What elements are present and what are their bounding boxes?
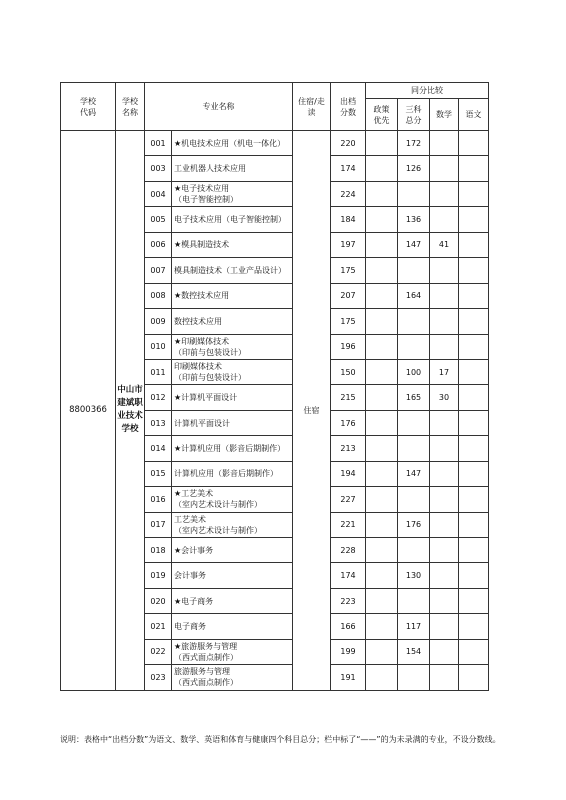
chinese-cell — [459, 181, 489, 206]
admission-score-table — [60, 82, 489, 691]
major-code: 014 — [145, 436, 172, 461]
major-name: ★模具制造技术 — [172, 232, 293, 257]
table-body — [61, 131, 489, 691]
math-cell — [430, 487, 459, 512]
major-name: 工艺美术 （室内艺术设计与制作） — [172, 512, 293, 537]
header-math: 数学 — [430, 99, 459, 131]
footnote: 说明：表格中“出档分数”为语文、数学、英语和体育与健康四个科目总分；栏中标了“——”的为未录满的专业，不设分数线。 — [60, 735, 501, 744]
policy-cell — [366, 334, 398, 359]
major-name: 数控技术应用 — [172, 309, 293, 334]
chinese-cell — [459, 563, 489, 588]
score-cell: 184 — [331, 207, 366, 232]
header-score: 出档 分数 — [331, 83, 366, 131]
math-cell — [430, 436, 459, 461]
major-name: ★电子商务 — [172, 588, 293, 613]
three-total-cell — [398, 588, 430, 613]
major-code: 004 — [145, 181, 172, 206]
math-cell — [430, 410, 459, 435]
chinese-cell — [459, 359, 489, 384]
major-code: 010 — [145, 334, 172, 359]
score-cell: 150 — [331, 359, 366, 384]
major-name: ★机电技术应用（机电一体化） — [172, 131, 293, 156]
chinese-cell — [459, 283, 489, 308]
major-code: 005 — [145, 207, 172, 232]
major-name: 电子商务 — [172, 614, 293, 639]
major-name: 印刷媒体技术 （印前与包装设计） — [172, 359, 293, 384]
three-total-cell: 100 — [398, 359, 430, 384]
score-cell: 221 — [331, 512, 366, 537]
math-cell — [430, 131, 459, 156]
major-name: 工业机器人技术应用 — [172, 156, 293, 181]
major-name: 旅游服务与管理 （西式面点制作） — [172, 665, 293, 690]
chinese-cell — [459, 207, 489, 232]
chinese-cell — [459, 385, 489, 410]
header-compare: 同分比较 — [366, 83, 489, 99]
major-name: 计算机应用（影音后期制作） — [172, 461, 293, 486]
chinese-cell — [459, 588, 489, 613]
major-code: 018 — [145, 538, 172, 563]
major-name: 电子技术应用（电子智能控制） — [172, 207, 293, 232]
chinese-cell — [459, 258, 489, 283]
chinese-cell — [459, 334, 489, 359]
math-cell — [430, 588, 459, 613]
score-cell: 196 — [331, 334, 366, 359]
three-total-cell: 176 — [398, 512, 430, 537]
three-total-cell — [398, 334, 430, 359]
major-code: 009 — [145, 309, 172, 334]
board-type: 住宿 — [293, 131, 331, 691]
policy-cell — [366, 283, 398, 308]
chinese-cell — [459, 639, 489, 664]
major-code: 001 — [145, 131, 172, 156]
score-cell: 191 — [331, 665, 366, 690]
table-row — [61, 131, 489, 156]
math-cell — [430, 614, 459, 639]
three-total-cell: 172 — [398, 131, 430, 156]
major-name: ★印刷媒体技术 （印前与包装设计） — [172, 334, 293, 359]
score-cell: 220 — [331, 131, 366, 156]
policy-cell — [366, 131, 398, 156]
policy-cell — [366, 461, 398, 486]
policy-cell — [366, 309, 398, 334]
policy-cell — [366, 181, 398, 206]
header-school-name: 学校 名称 — [116, 83, 145, 131]
policy-cell — [366, 359, 398, 384]
score-cell: 199 — [331, 639, 366, 664]
header-board: 住宿/走 读 — [293, 83, 331, 131]
score-cell: 215 — [331, 385, 366, 410]
three-total-cell — [398, 309, 430, 334]
score-cell: 174 — [331, 156, 366, 181]
major-code: 013 — [145, 410, 172, 435]
policy-cell — [366, 665, 398, 690]
header-policy: 政策 优先 — [366, 99, 398, 131]
policy-cell — [366, 639, 398, 664]
score-cell: 227 — [331, 487, 366, 512]
score-cell: 175 — [331, 258, 366, 283]
major-name: ★计算机应用（影音后期制作） — [172, 436, 293, 461]
three-total-cell: 147 — [398, 461, 430, 486]
policy-cell — [366, 156, 398, 181]
score-cell: 197 — [331, 232, 366, 257]
three-total-cell — [398, 538, 430, 563]
major-code: 019 — [145, 563, 172, 588]
policy-cell — [366, 487, 398, 512]
three-total-cell: 154 — [398, 639, 430, 664]
math-cell — [430, 207, 459, 232]
policy-cell — [366, 385, 398, 410]
chinese-cell — [459, 131, 489, 156]
math-cell — [430, 156, 459, 181]
major-name: ★工艺美术 （室内艺术设计与制作） — [172, 487, 293, 512]
major-code: 015 — [145, 461, 172, 486]
policy-cell — [366, 512, 398, 537]
chinese-cell — [459, 309, 489, 334]
major-code: 006 — [145, 232, 172, 257]
math-cell — [430, 512, 459, 537]
policy-cell — [366, 410, 398, 435]
three-total-cell — [398, 410, 430, 435]
major-name: ★会计事务 — [172, 538, 293, 563]
three-total-cell: 147 — [398, 232, 430, 257]
three-total-cell: 165 — [398, 385, 430, 410]
major-code: 011 — [145, 359, 172, 384]
score-cell: 166 — [331, 614, 366, 639]
three-total-cell — [398, 665, 430, 690]
three-total-cell — [398, 181, 430, 206]
major-code: 007 — [145, 258, 172, 283]
policy-cell — [366, 232, 398, 257]
policy-cell — [366, 436, 398, 461]
math-cell: 30 — [430, 385, 459, 410]
major-code: 008 — [145, 283, 172, 308]
chinese-cell — [459, 436, 489, 461]
math-cell — [430, 334, 459, 359]
header-three-total: 三科 总分 — [398, 99, 430, 131]
score-cell: 223 — [331, 588, 366, 613]
chinese-cell — [459, 461, 489, 486]
score-cell: 213 — [331, 436, 366, 461]
policy-cell — [366, 588, 398, 613]
major-name: 计算机平面设计 — [172, 410, 293, 435]
math-cell — [430, 563, 459, 588]
three-total-cell: 136 — [398, 207, 430, 232]
major-code: 023 — [145, 665, 172, 690]
chinese-cell — [459, 156, 489, 181]
three-total-cell — [398, 258, 430, 283]
three-total-cell: 130 — [398, 563, 430, 588]
score-cell: 176 — [331, 410, 366, 435]
three-total-cell — [398, 487, 430, 512]
major-name: 模具制造技术（工业产品设计） — [172, 258, 293, 283]
major-code: 003 — [145, 156, 172, 181]
header-major-name: 专业名称 — [145, 83, 293, 131]
policy-cell — [366, 207, 398, 232]
major-code: 022 — [145, 639, 172, 664]
score-cell: 207 — [331, 283, 366, 308]
three-total-cell — [398, 436, 430, 461]
math-cell — [430, 283, 459, 308]
chinese-cell — [459, 538, 489, 563]
chinese-cell — [459, 232, 489, 257]
math-cell — [430, 181, 459, 206]
score-cell: 175 — [331, 309, 366, 334]
math-cell — [430, 258, 459, 283]
major-code: 016 — [145, 487, 172, 512]
math-cell: 41 — [430, 232, 459, 257]
chinese-cell — [459, 512, 489, 537]
school-code: 8800366 — [61, 131, 116, 691]
math-cell — [430, 461, 459, 486]
school-name: 中山市 建斌职 业技术 学校 — [116, 131, 145, 691]
policy-cell — [366, 614, 398, 639]
policy-cell — [366, 258, 398, 283]
header-school-code: 学校 代码 — [61, 83, 116, 131]
three-total-cell: 164 — [398, 283, 430, 308]
chinese-cell — [459, 410, 489, 435]
three-total-cell: 117 — [398, 614, 430, 639]
major-name: 会计事务 — [172, 563, 293, 588]
policy-cell — [366, 538, 398, 563]
score-cell: 174 — [331, 563, 366, 588]
score-cell: 224 — [331, 181, 366, 206]
major-name: ★计算机平面设计 — [172, 385, 293, 410]
major-name: ★旅游服务与管理 （西式面点制作） — [172, 639, 293, 664]
policy-cell — [366, 563, 398, 588]
header-chinese: 语文 — [459, 99, 489, 131]
chinese-cell — [459, 614, 489, 639]
math-cell — [430, 639, 459, 664]
chinese-cell — [459, 665, 489, 690]
major-code: 020 — [145, 588, 172, 613]
major-name: ★数控技术应用 — [172, 283, 293, 308]
major-code: 021 — [145, 614, 172, 639]
math-cell — [430, 665, 459, 690]
major-code: 012 — [145, 385, 172, 410]
major-name: ★电子技术应用 （电子智能控制） — [172, 181, 293, 206]
three-total-cell: 126 — [398, 156, 430, 181]
score-cell: 228 — [331, 538, 366, 563]
math-cell: 17 — [430, 359, 459, 384]
math-cell — [430, 309, 459, 334]
major-code: 017 — [145, 512, 172, 537]
chinese-cell — [459, 487, 489, 512]
score-cell: 194 — [331, 461, 366, 486]
math-cell — [430, 538, 459, 563]
